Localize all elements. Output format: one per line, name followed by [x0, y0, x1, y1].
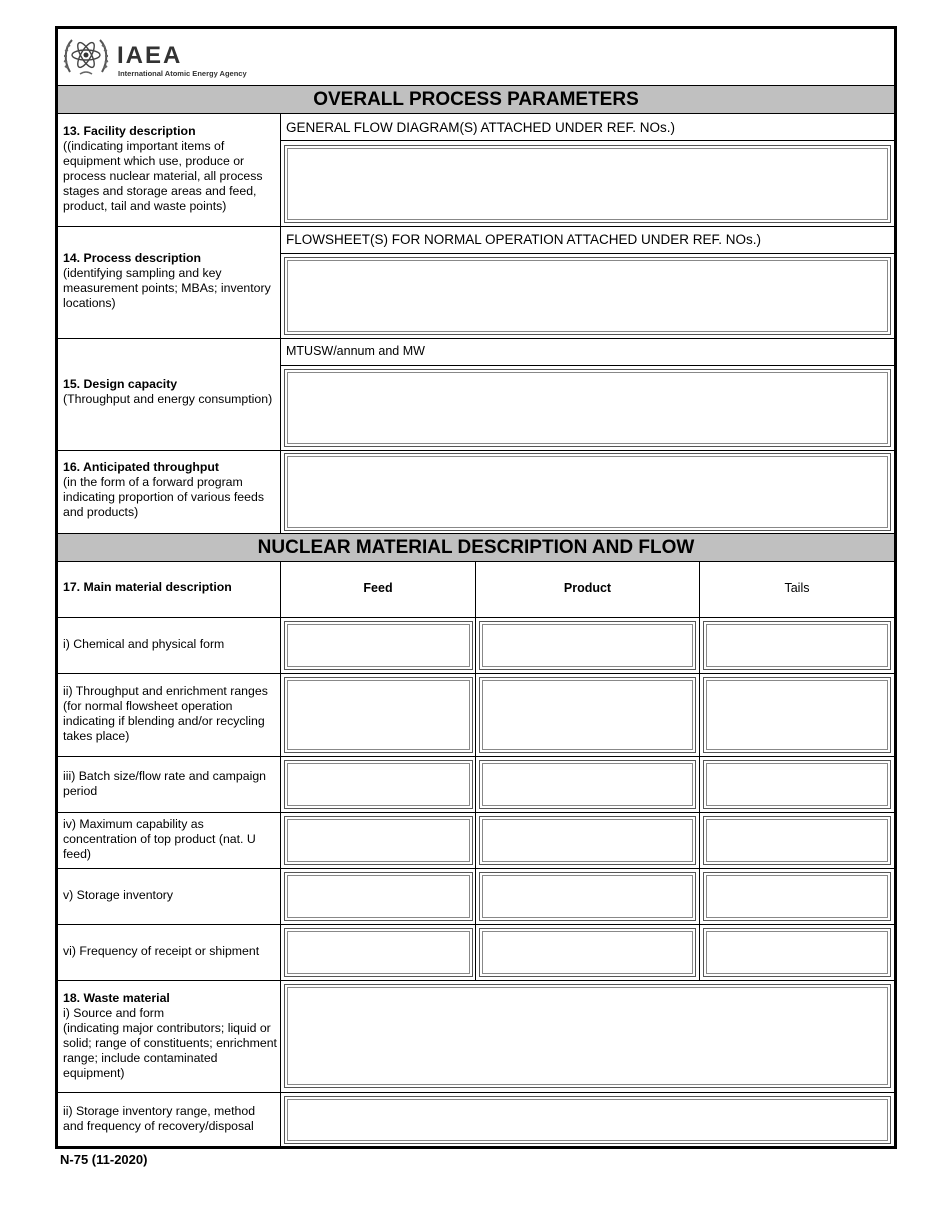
item13-description: ((indicating important items of equipment which use, produce or process nuclear material, all process stages and storage areas and feed, product, tail and waste points) [63, 139, 263, 213]
column-divider [280, 562, 281, 1146]
tails-throughput-input[interactable] [703, 677, 891, 753]
divider [58, 1092, 894, 1093]
column-header-product: Product [563, 581, 612, 595]
item15-capacity-input[interactable] [284, 369, 891, 447]
feed-max-capability-input[interactable] [284, 816, 473, 865]
tails-chemical-form-input[interactable] [703, 621, 891, 670]
iaea-atom-emblem-icon [62, 32, 110, 78]
item14-title: 14. Process description [63, 251, 202, 265]
divider [280, 253, 894, 254]
item14-field-label: FLOWSHEET(S) FOR NORMAL OPERATION ATTACHED UNDER REF. NOs.) [286, 232, 762, 247]
item18-sub-i-description: (indicating major contributors; liquid or solid; range of constituents; enrichment range; include contaminated equipment) [63, 1021, 277, 1080]
section-title-nuclear: NUCLEAR MATERIAL DESCRIPTION AND FLOW [58, 533, 894, 562]
item15-field-label: MTUSW/annum and MW [286, 344, 425, 358]
item18-sub-i-label: i) Source and form [63, 1006, 165, 1020]
product-batch-size-input[interactable] [479, 760, 696, 809]
item17-title: 17. Main material description [63, 580, 232, 594]
feed-chemical-form-input[interactable] [284, 621, 473, 670]
item13-title: 13. Facility description [63, 124, 196, 138]
section-title-overall: OVERALL PROCESS PARAMETERS [58, 85, 894, 114]
tails-batch-size-input[interactable] [703, 760, 891, 809]
item14-label [63, 251, 277, 311]
row-label-batch-size: iii) Batch size/flow rate and campaign period [63, 769, 266, 798]
feed-batch-size-input[interactable] [284, 760, 473, 809]
product-storage-inventory-input[interactable] [479, 872, 696, 921]
column-header-tails: Tails [784, 581, 810, 595]
product-throughput-input[interactable] [479, 677, 696, 753]
column-divider [280, 114, 281, 533]
product-max-capability-input[interactable] [479, 816, 696, 865]
feed-storage-inventory-input[interactable] [284, 872, 473, 921]
item13-ref-input[interactable] [284, 145, 891, 223]
item16-label [63, 460, 277, 520]
column-divider [699, 562, 700, 980]
feed-throughput-input[interactable] [284, 677, 473, 753]
row-label-throughput-enrichment: ii) Throughput and enrichment ranges (for normal flowsheet operation indicating if blending and/or recycling takes place) [63, 684, 268, 743]
divider [58, 868, 894, 869]
column-header-feed: Feed [363, 581, 393, 595]
row-label-chemical-form: i) Chemical and physical form [63, 637, 225, 651]
row-label-frequency: vi) Frequency of receipt or shipment [63, 944, 260, 958]
divider [58, 617, 894, 618]
item16-description: (in the form of a forward program indicating proportion of various feeds and products) [63, 475, 264, 519]
divider [58, 338, 894, 339]
item13-label [63, 124, 277, 214]
item15-description: (Throughput and energy consumption) [63, 392, 273, 406]
tails-max-capability-input[interactable] [703, 816, 891, 865]
divider [280, 140, 894, 141]
divider [58, 812, 894, 813]
divider [58, 756, 894, 757]
feed-frequency-input[interactable] [284, 928, 473, 977]
item15-label [63, 377, 277, 407]
item14-description: (identifying sampling and key measurement points; MBAs; inventory locations) [63, 266, 271, 310]
form-code: N-75 (11-2020) [60, 1152, 148, 1167]
column-divider [475, 562, 476, 980]
row-label-max-capability: iv) Maximum capability as concentration of top product (nat. U feed) [63, 817, 256, 861]
item18-label [63, 991, 277, 1081]
row-label-storage-inventory: v) Storage inventory [63, 888, 174, 902]
item16-throughput-input[interactable] [284, 453, 891, 531]
divider [58, 450, 894, 451]
item14-ref-input[interactable] [284, 257, 891, 335]
waste-storage-inventory-input[interactable] [284, 1096, 891, 1144]
logo-acronym: IAEA [117, 42, 183, 69]
tails-frequency-input[interactable] [703, 928, 891, 977]
item15-title: 15. Design capacity [63, 377, 178, 391]
product-chemical-form-input[interactable] [479, 621, 696, 670]
logo-full-name: International Atomic Energy Agency [118, 69, 247, 78]
item18-title: 18. Waste material [63, 991, 170, 1005]
divider [58, 924, 894, 925]
divider [58, 226, 894, 227]
item16-title: 16. Anticipated throughput [63, 460, 219, 474]
iaea-logo [62, 32, 262, 80]
product-frequency-input[interactable] [479, 928, 696, 977]
item18-sub-ii-label: ii) Storage inventory range, method and frequency of recovery/disposal [63, 1104, 256, 1133]
divider [58, 980, 894, 981]
form-n75 [55, 26, 897, 1149]
tails-storage-inventory-input[interactable] [703, 872, 891, 921]
waste-source-form-input[interactable] [284, 984, 891, 1088]
divider [280, 365, 894, 366]
item13-field-label: GENERAL FLOW DIAGRAM(S) ATTACHED UNDER REF. NOs.) [286, 120, 676, 135]
divider [58, 673, 894, 674]
